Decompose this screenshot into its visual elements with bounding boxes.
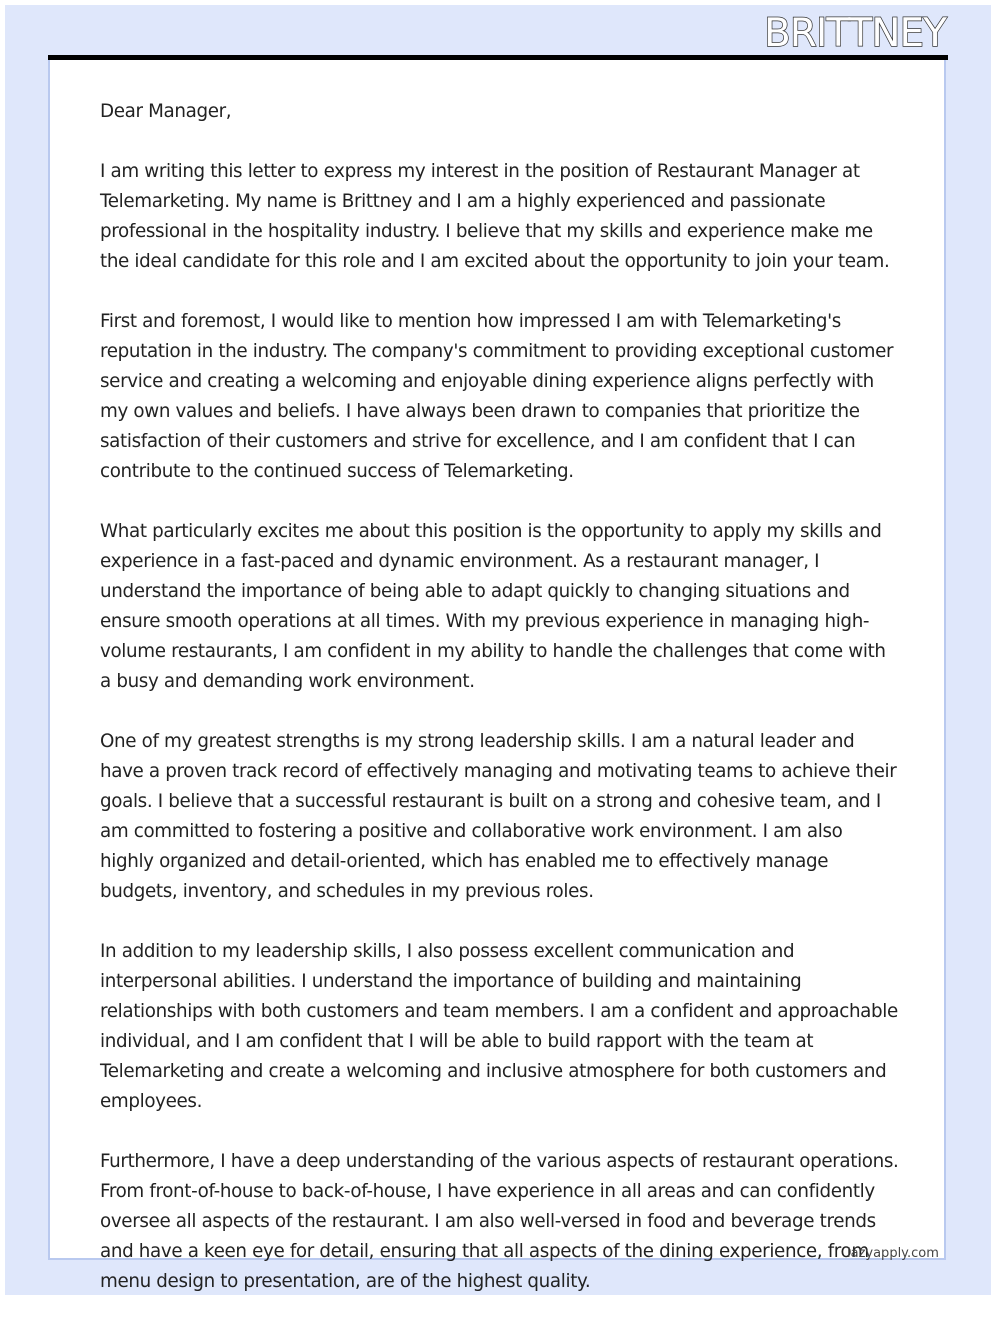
site-watermark: lazyapply.com (847, 1246, 939, 1261)
letter-paragraph-2: First and foremost, I would like to mention how impressed I am with Telemarketing's reputation in the industry. The company's commitment to providing exceptional customer service and creating a welcoming and enjoyable dining experience aligns perfectly with my own values and beliefs. I have always been drawn to companies that prioritize the satisfaction of their customers and strive for excellence, and I am confident that I can contribute to the continued success of Telemarketing. (100, 311, 894, 482)
applicant-name-heading: BRITTNEY (764, 11, 946, 56)
letter-paragraph-5: In addition to my leadership skills, I also possess excellent communication and interpersonal abilities. I understand the importance of building and maintaining relationships with both customers and team members. I am a confident and approachable individual, and I am confident that I will be able to build rapport with the team at Telemarketing and create a welcoming and inclusive atmosphere for both customers and employees. (100, 941, 898, 1112)
letter-paragraph-6: Furthermore, I have a deep understanding of the various aspects of restaurant operations. From front-of-house to back-of-house, I have experience in all areas and can confidently oversee all aspects of the restaurant. I am also well-versed in food and beverage trends and have a keen eye for detail, ensuring that all aspects of the dining experience, from menu design to presentation, are of the highest quality. (100, 1151, 899, 1292)
letter-paragraph-1: I am writing this letter to express my interest in the position of Restaurant Manager at Telemarketing. My name is Brittney and I am a highly experienced and passionate professional in the hospitality industry. I believe that my skills and experience make me the ideal candidate for this role and I am excited about the opportunity to join your team. (100, 161, 890, 272)
letter-greeting: Dear Manager, (100, 101, 232, 122)
cover-letter-body (100, 97, 900, 1327)
letter-paragraph-3: What particularly excites me about this position is the opportunity to apply my skills and experience in a fast-paced and dynamic environment. As a restaurant manager, I understand the importance of being able to adapt quickly to changing situations and ensure smooth operations at all times. With my previous experience in managing high-volume restaurants, I am confident in my ability to handle the challenges that come with a busy and demanding work environment. (100, 521, 886, 692)
letter-paragraph-4: One of my greatest strengths is my strong leadership skills. I am a natural leader and have a proven track record of effectively managing and motivating teams to achieve their goals. I believe that a successful restaurant is built on a strong and cohesive team, and I am committed to fostering a positive and collaborative work environment. I am also highly organized and detail-oriented, which has enabled me to effectively manage budgets, inventory, and schedules in my previous roles. (100, 731, 897, 902)
